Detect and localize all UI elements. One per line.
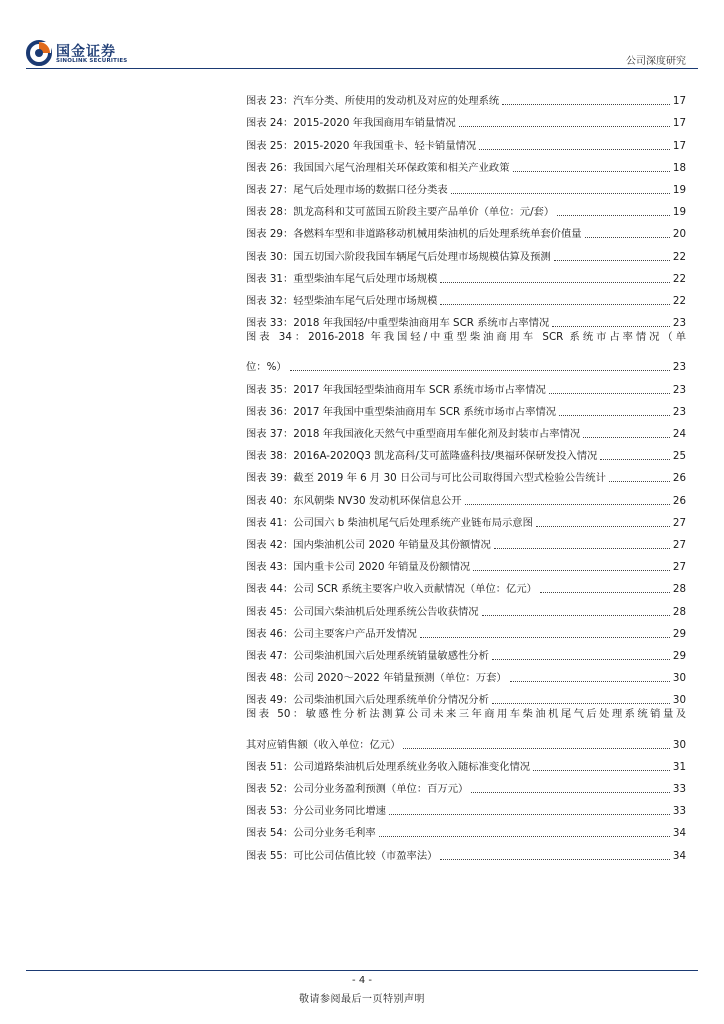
toc-entry-label: 图表 38：2016A-2020Q3 凯龙高科/艾可蓝隆盛科技/奥福环保研发投入情况 xyxy=(246,450,598,463)
sinolink-logo xyxy=(26,40,156,70)
toc-entry-label: 图表 55：可比公司估值比较（市盈率法） xyxy=(246,849,438,862)
toc-leader xyxy=(482,615,670,616)
toc-leader xyxy=(473,570,670,571)
toc-entry-page: 24 xyxy=(672,428,686,440)
toc-entry-label: 图表 47：公司柴油机国六后处理系统销量敏感性分析 xyxy=(246,649,489,662)
toc-entry-page: 33 xyxy=(672,783,686,795)
footer-divider xyxy=(26,970,698,971)
toc-entry-page: 22 xyxy=(672,250,686,263)
toc-entry-label: 图表 37：2018 年我国液化天然气中重型商用车催化剂及封装市占率情况 xyxy=(246,428,581,440)
toc-entry-label: 图表 42：国内柴油机公司 2020 年销量及其份额情况 xyxy=(246,538,491,551)
toc-entry-page: 20 xyxy=(672,228,686,241)
toc-entry-page: 25 xyxy=(672,450,686,463)
toc-entry-label: 图表 30：国五切国六阶段我国车辆尾气后处理市场规模估算及预测 xyxy=(246,250,551,263)
toc-entry-label: 图表 52：公司分业务盈利预测（单位：百万元） xyxy=(246,783,469,795)
toc-leader xyxy=(510,681,670,682)
toc-entry-label: 图表 49：公司柴油机国六后处理系统单价分情况分析 xyxy=(246,694,489,707)
toc-entry-label: 图表 39：截至 2019 年 6 月 30 日公司与可比公司取得国六型式检验公告统计 xyxy=(246,472,606,485)
disclaimer-note: 敬请参阅最后一页特别声明 xyxy=(299,994,425,1005)
toc-leader xyxy=(549,393,670,394)
toc-entry[interactable] xyxy=(246,175,686,197)
toc-entry-page: 23 xyxy=(672,383,686,396)
toc-entry-page: 26 xyxy=(672,494,686,507)
toc-entry-page: 27 xyxy=(672,538,686,551)
toc-leader xyxy=(459,126,670,127)
toc-entry-label: 图表 53：分公司业务同比增速 xyxy=(246,805,386,818)
toc-leader xyxy=(552,326,670,327)
toc-entry-label: 图表 35：2017 年我国轻型柴油商用车 SCR 系统市场市占率情况 xyxy=(246,383,546,396)
toc-entry[interactable] xyxy=(246,663,686,685)
toc-leader xyxy=(471,792,670,793)
toc-entry[interactable] xyxy=(246,153,686,175)
toc-entry-label: 图表 36：2017 年我国中重型柴油商用车 SCR 系统市场市占率情况 xyxy=(246,405,557,418)
toc-leader xyxy=(440,304,669,305)
page-number: - 4 - xyxy=(352,975,372,986)
toc-entry-label: 图表 48：公司 2020～2022 年销量预测（单位：万套） xyxy=(246,672,507,685)
toc-entry[interactable] xyxy=(246,197,686,219)
toc-entry-page: 23 xyxy=(672,361,686,374)
logo-chinese-name: 国金证券 xyxy=(56,44,116,60)
toc-entry-label: 图表 40：东风朝柴 NV30 发动机环保信息公开 xyxy=(246,494,462,507)
toc-entry[interactable] xyxy=(246,796,686,818)
toc-entry-label: 图表 31：重型柴油车尾气后处理市场规模 xyxy=(246,272,438,285)
toc-entry-page: 27 xyxy=(672,561,686,574)
toc-entry-label: 图表 33：2018 年我国轻/中重型柴油商用车 SCR 系统市占率情况 xyxy=(246,317,550,330)
toc-entry-label: 图表 27：尾气后处理市场的数据口径分类表 xyxy=(246,183,448,196)
toc-entry-page: 30 xyxy=(672,672,686,685)
toc-entry[interactable] xyxy=(246,219,686,241)
toc-entry-label-cont: 其对应销售额（收入单位：亿元） xyxy=(246,738,401,751)
toc-entry-page: 26 xyxy=(672,472,686,485)
toc-entry-page: 17 xyxy=(672,95,686,108)
toc-entry-page: 29 xyxy=(672,649,686,662)
toc-entry[interactable] xyxy=(246,397,686,419)
toc-entry[interactable] xyxy=(246,619,686,641)
toc-entry-page: 19 xyxy=(672,206,686,219)
toc-leader xyxy=(389,814,670,815)
toc-entry-label: 图表 44：公司 SCR 系统主要客户收入贡献情况（单位：亿元） xyxy=(246,583,537,596)
toc-leader xyxy=(440,859,669,860)
toc-entry-label: 图表 46：公司主要客户产品开发情况 xyxy=(246,627,417,640)
toc-entry-page: 19 xyxy=(672,183,686,196)
toc-entry-page: 22 xyxy=(672,272,686,285)
toc-leader xyxy=(440,282,669,283)
toc-entry-label: 图表 23：汽车分类、所使用的发动机及对应的处理系统 xyxy=(246,95,500,108)
toc-leader xyxy=(540,592,670,593)
toc-leader xyxy=(290,370,670,371)
toc-leader xyxy=(502,104,670,105)
toc-entry-page: 28 xyxy=(672,583,686,596)
toc-entry-label-cont: 位：%） xyxy=(246,361,287,374)
toc-entry-label: 图表 26：我国国六尾气治理相关环保政策和相关产业政策 xyxy=(246,161,510,174)
toc-entry-label: 图表 29：各燃料车型和非道路移动机械用柴油机的后处理系统单套价值量 xyxy=(246,228,582,241)
toc-entry[interactable] xyxy=(246,485,686,507)
toc-entry-page: 34 xyxy=(672,827,686,840)
toc-leader xyxy=(583,437,670,438)
toc-leader xyxy=(513,171,670,172)
toc-entry-label: 图表 50：敏感性分析法测算公司未来三年商用车柴油机尾气后处理系统销量及 xyxy=(246,708,686,721)
toc-entry-line1[interactable] xyxy=(246,707,686,729)
toc-leader xyxy=(494,548,670,549)
toc-entry-page: 29 xyxy=(672,627,686,640)
toc-entry-label: 图表 54：公司分业务毛利率 xyxy=(246,827,376,840)
toc-entry-label: 图表 28：凯龙高科和艾可蓝国五阶段主要产品单价（单位：元/套） xyxy=(246,206,555,219)
toc-entry[interactable] xyxy=(246,241,686,263)
toc-leader xyxy=(379,836,670,837)
toc-entry[interactable] xyxy=(246,596,686,618)
toc-entry-label: 图表 24：2015-2020 年我国商用车销量情况 xyxy=(246,117,456,130)
toc-entry[interactable] xyxy=(246,774,686,796)
toc-entry-label: 图表 32：轻型柴油车尾气后处理市场规模 xyxy=(246,294,438,307)
toc-entry[interactable] xyxy=(246,130,686,152)
header-divider xyxy=(26,68,698,69)
toc-entry-page: 30 xyxy=(672,694,686,707)
toc-entry[interactable] xyxy=(246,530,686,552)
toc-entry[interactable] xyxy=(246,818,686,840)
toc-leader xyxy=(585,237,670,238)
toc-entry-label: 图表 43：国内重卡公司 2020 年销量及份额情况 xyxy=(246,561,471,574)
toc-leader xyxy=(420,637,670,638)
toc-entry-page: 18 xyxy=(672,161,686,174)
toc-entry[interactable] xyxy=(246,264,686,286)
figure-table-of-contents xyxy=(246,86,686,863)
toc-entry[interactable] xyxy=(246,574,686,596)
toc-entry-page: 17 xyxy=(672,139,686,152)
toc-entry-page: 22 xyxy=(672,294,686,307)
toc-entry[interactable] xyxy=(246,286,686,308)
toc-entry[interactable] xyxy=(246,108,686,130)
toc-entry-page: 34 xyxy=(672,849,686,862)
toc-entry-page: 28 xyxy=(672,605,686,618)
toc-entry[interactable] xyxy=(246,374,686,396)
report-type-label: 公司深度研究 xyxy=(626,56,686,67)
toc-entry-label: 图表 51：公司道路柴油机后处理系统业务收入随标准变化情况 xyxy=(246,760,531,773)
toc-entry[interactable] xyxy=(246,308,686,330)
toc-leader xyxy=(492,659,670,660)
toc-entry-line1[interactable] xyxy=(246,330,686,352)
toc-entry[interactable] xyxy=(246,463,686,485)
toc-entry-page: 33 xyxy=(672,805,686,818)
toc-entry-label: 图表 45：公司国六柴油机后处理系统公告收获情况 xyxy=(246,605,479,618)
toc-entry[interactable] xyxy=(246,840,686,862)
toc-entry[interactable] xyxy=(246,641,686,663)
toc-entry[interactable] xyxy=(246,685,686,707)
toc-entry[interactable] xyxy=(246,552,686,574)
page-header xyxy=(0,0,724,70)
toc-entry-line2[interactable] xyxy=(246,729,686,751)
toc-leader xyxy=(533,770,670,771)
toc-entry-label: 图表 41：公司国六 b 柴油机尾气后处理系统产业链布局示意图 xyxy=(246,516,533,529)
toc-entry-label: 图表 34：2016-2018 年我国轻/中重型柴油商用车 SCR 系统市占率情况（单 xyxy=(246,331,686,344)
toc-entry-page: 17 xyxy=(672,117,686,130)
toc-entry[interactable] xyxy=(246,752,686,774)
toc-leader xyxy=(451,193,670,194)
toc-leader xyxy=(557,215,670,216)
toc-entry-page: 23 xyxy=(672,317,686,330)
toc-leader xyxy=(609,481,670,482)
toc-entry[interactable] xyxy=(246,508,686,530)
toc-leader xyxy=(479,149,670,150)
sinolink-logo-mark-icon xyxy=(26,40,52,66)
toc-entry-label: 图表 25：2015-2020 年我国重卡、轻卡销量情况 xyxy=(246,139,477,152)
toc-entry-page: 27 xyxy=(672,516,686,529)
toc-entry-page: 31 xyxy=(672,760,686,773)
toc-leader xyxy=(492,703,670,704)
toc-entry[interactable] xyxy=(246,86,686,108)
toc-leader xyxy=(403,748,669,749)
logo-english-name: SINOLINK SECURITIES xyxy=(56,58,128,64)
toc-leader xyxy=(536,526,670,527)
toc-leader xyxy=(554,260,670,261)
toc-entry-page: 30 xyxy=(672,738,686,751)
toc-entry-page: 23 xyxy=(672,405,686,418)
toc-leader xyxy=(465,504,670,505)
toc-entry[interactable] xyxy=(246,419,686,441)
toc-leader xyxy=(600,459,670,460)
toc-entry[interactable] xyxy=(246,441,686,463)
toc-leader xyxy=(559,415,670,416)
toc-entry-line2[interactable] xyxy=(246,352,686,374)
